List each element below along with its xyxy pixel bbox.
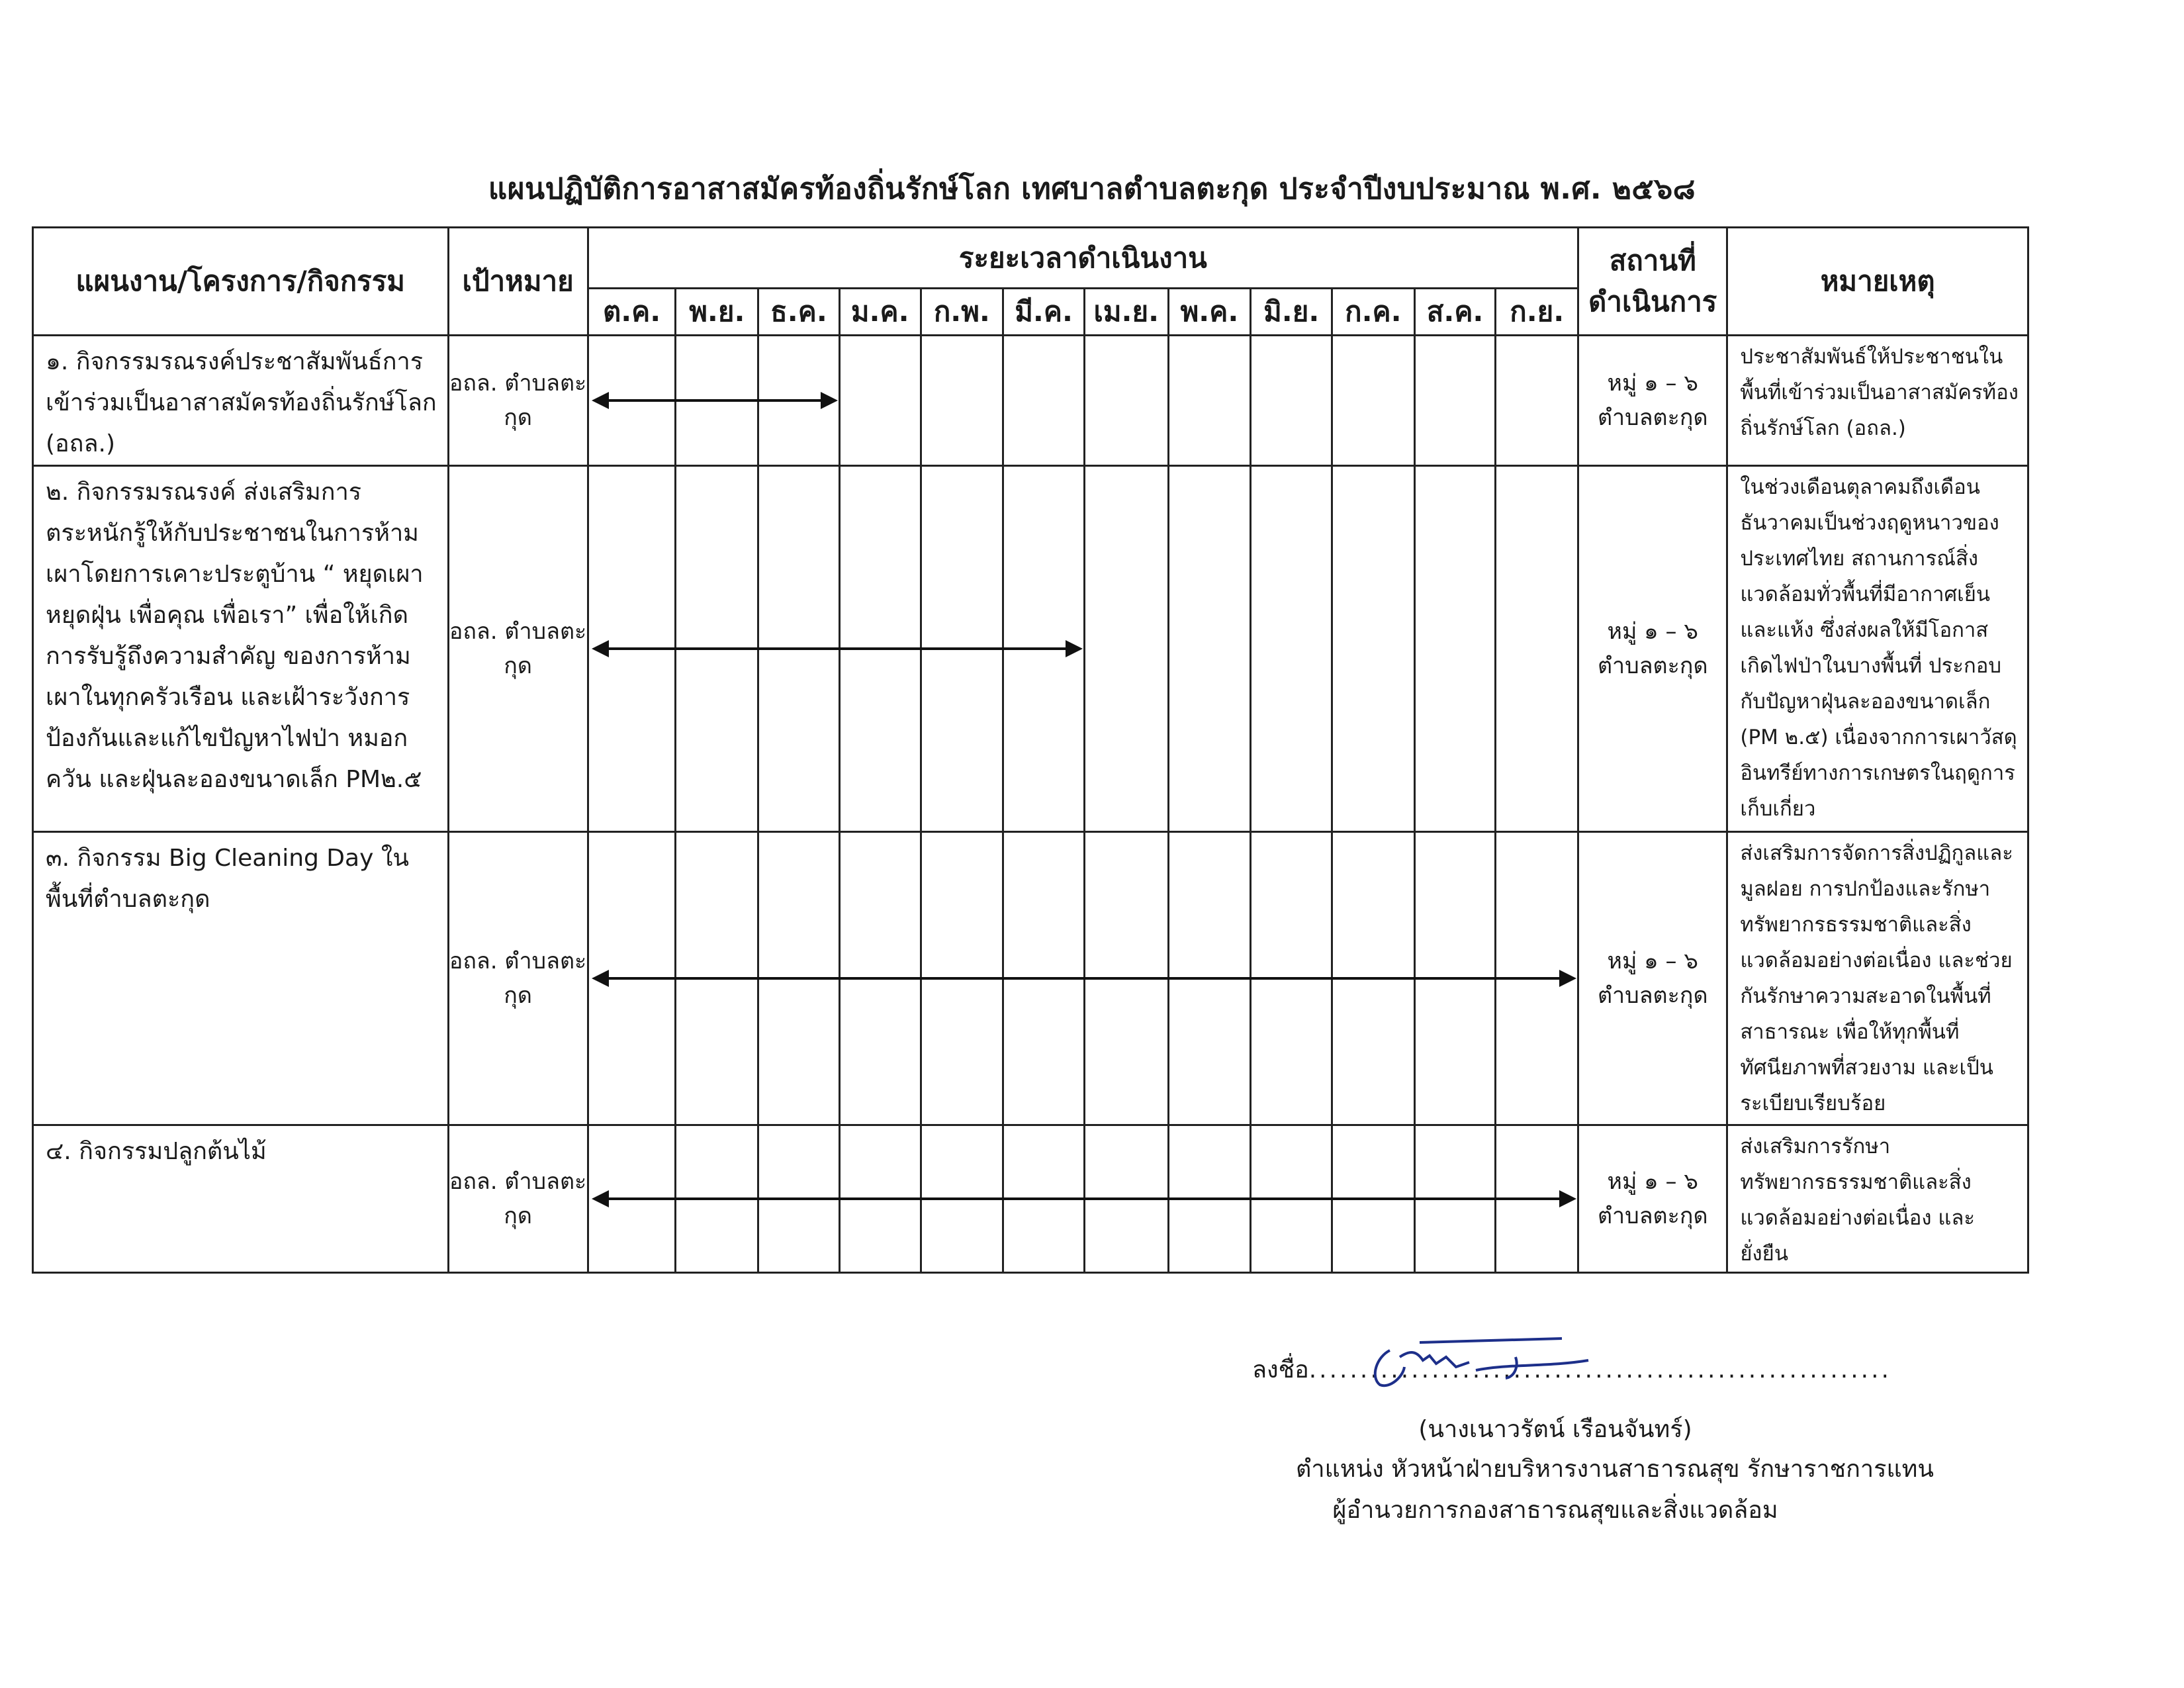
header-plan: แผนงาน/โครงการ/กิจกรรม bbox=[33, 228, 449, 336]
plan-activity: ๑. กิจกรรมรณรงค์ประชาสัมพันธ์การเข้าร่วมเป็นอาสาสมัครท้องถิ่นรักษ์โลก (อถล.) bbox=[33, 336, 449, 466]
action-plan-table bbox=[32, 226, 2029, 1274]
plan-target: อถล. ตำบลตะกุด bbox=[448, 336, 588, 466]
month-cell bbox=[1496, 336, 1578, 466]
month-cell bbox=[1084, 832, 1168, 1125]
plan-activity: ๔. กิจกรรมปลูกต้นไม้ bbox=[33, 1125, 449, 1273]
month-cell bbox=[839, 1125, 921, 1273]
plan-target: อถล. ตำบลตะกุด bbox=[448, 466, 588, 832]
month-cell bbox=[588, 466, 676, 832]
plan-row bbox=[33, 832, 2028, 1125]
month-cell bbox=[921, 1125, 1003, 1273]
plan-target: อถล. ตำบลตะกุด bbox=[448, 1125, 588, 1273]
plan-note: ส่งเสริมการจัดการสิ่งปฏิกูลและมูลฝอย การปกป้องและรักษาทรัพยากรธรรมชาติและสิ่งแวดล้อมอย่างต่อเนื่อง และช่วยกันรักษาความสะอาดในพื้นที่สาธารณะ เพื่อให้ทุกพื้นที่ทัศนียภาพที่สวยงาม และเป็นระเบียบเรียบร้อย bbox=[1727, 832, 2028, 1125]
month-cell bbox=[1168, 1125, 1251, 1273]
signature-line: ลงชื่อ......................................................... bbox=[1252, 1356, 1891, 1383]
month-cell bbox=[1003, 1125, 1085, 1273]
month-cell bbox=[1168, 336, 1251, 466]
month-cell bbox=[758, 336, 840, 466]
month-header: ก.ย. bbox=[1496, 289, 1578, 336]
month-cell bbox=[1332, 832, 1415, 1125]
month-header: ม.ค. bbox=[839, 289, 921, 336]
plan-note: ประชาสัมพันธ์ให้ประชาชนในพื้นที่เข้าร่วมเป็นอาสาสมัครท้องถิ่นรักษ์โลก (อถล.) bbox=[1727, 336, 2028, 466]
month-cell bbox=[1084, 336, 1168, 466]
month-cell bbox=[1251, 832, 1332, 1125]
month-cell bbox=[676, 1125, 758, 1273]
month-cell bbox=[1251, 336, 1332, 466]
page-title: แผนปฏิบัติการอาสาสมัครท้องถิ่นรักษ์โลก เทศบาลตำบลตะกุด ประจำปีงบประมาณ พ.ศ. ๒๕๖๘ bbox=[488, 172, 1696, 206]
signer-position: ตำแหน่ง หัวหน้าฝ่ายบริหารงานสาธารณสุข รักษาราชการแทน bbox=[1295, 1456, 1934, 1483]
plan-location: หมู่ ๑ – ๖ ตำบลตะกุด bbox=[1578, 466, 1727, 832]
header-note: หมายเหตุ bbox=[1727, 228, 2028, 336]
month-cell bbox=[1496, 1125, 1578, 1273]
month-cell bbox=[1414, 466, 1496, 832]
month-cell bbox=[1003, 832, 1085, 1125]
header-period: ระยะเวลาดำเนินงาน bbox=[588, 228, 1578, 289]
month-cell bbox=[758, 832, 840, 1125]
month-cell bbox=[676, 466, 758, 832]
month-cell bbox=[921, 336, 1003, 466]
month-cell bbox=[1496, 466, 1578, 832]
month-cell bbox=[588, 336, 676, 466]
month-cell bbox=[1414, 336, 1496, 466]
month-cell bbox=[921, 466, 1003, 832]
month-cell bbox=[588, 1125, 676, 1273]
month-cell bbox=[758, 1125, 840, 1273]
month-header: พ.ค. bbox=[1168, 289, 1251, 336]
month-cell bbox=[839, 336, 921, 466]
signer-position-2: ผู้อำนวยการกองสาธารณสุขและสิ่งแวดล้อม bbox=[1332, 1497, 1778, 1524]
plan-row bbox=[33, 466, 2028, 832]
month-cell bbox=[1084, 466, 1168, 832]
month-cell bbox=[1332, 1125, 1415, 1273]
month-cell bbox=[1251, 1125, 1332, 1273]
plan-activity: ๓. กิจกรรม Big Cleaning Day ในพื้นที่ตำบลตะกุด bbox=[33, 832, 449, 1125]
plan-location: หมู่ ๑ – ๖ ตำบลตะกุด bbox=[1578, 832, 1727, 1125]
plan-activity: ๒. กิจกรรมรณรงค์ ส่งเสริมการตระหนักรู้ให้กับประชาชนในการห้ามเผาโดยการเคาะประตูบ้าน “ หยุดเผา หยุดฝุ่น เพื่อคุณ เพื่อเรา” เพื่อให้เกิดการรับรู้ถึงความสำคัญ ของการห้ามเผาในทุกครัวเรือน และเฝ้าระวังการป้องกันและแก้ไขปัญหาไฟป่า หมอกควัน และฝุ่นละอองขนาดเล็ก PM๒.๕ bbox=[33, 466, 449, 832]
month-cell bbox=[1003, 466, 1085, 832]
month-cell bbox=[676, 832, 758, 1125]
plan-row bbox=[33, 1125, 2028, 1273]
month-cell bbox=[1251, 466, 1332, 832]
header-location: สถานที่ ดำเนินการ bbox=[1578, 228, 1727, 336]
plan-row bbox=[33, 336, 2028, 466]
month-header: มี.ค. bbox=[1003, 289, 1085, 336]
month-cell bbox=[1003, 336, 1085, 466]
month-cell bbox=[1332, 336, 1415, 466]
header-target: เป้าหมาย bbox=[448, 228, 588, 336]
month-header: มิ.ย. bbox=[1251, 289, 1332, 336]
month-header: ก.พ. bbox=[921, 289, 1003, 336]
plan-location: หมู่ ๑ – ๖ ตำบลตะกุด bbox=[1578, 1125, 1727, 1273]
signature-label: ลงชื่อ bbox=[1252, 1356, 1309, 1383]
month-cell bbox=[1496, 832, 1578, 1125]
month-header: ส.ค. bbox=[1414, 289, 1496, 336]
plan-location: หมู่ ๑ – ๖ ตำบลตะกุด bbox=[1578, 336, 1727, 466]
month-cell bbox=[588, 832, 676, 1125]
month-cell bbox=[758, 466, 840, 832]
month-header: พ.ย. bbox=[676, 289, 758, 336]
month-header: ธ.ค. bbox=[758, 289, 840, 336]
month-cell bbox=[921, 832, 1003, 1125]
signature-image bbox=[1363, 1331, 1602, 1390]
plan-note: ในช่วงเดือนตุลาคมถึงเดือนธันวาคมเป็นช่วงฤดูหนาวของประเทศไทย สถานการณ์สิ่งแวดล้อมทั่วพื้นที่มีอากาศเย็นและแห้ง ซึ่งส่งผลให้มีโอกาสเกิดไฟป่าในบางพื้นที่ ประกอบกับปัญหาฝุ่นละอองขนาดเล็ก (PM ๒.๕) เนื่องจากการเผาวัสดุอินทรีย์ทางการเกษตรในฤดูการเก็บเกี่ยว bbox=[1727, 466, 2028, 832]
month-cell bbox=[676, 336, 758, 466]
month-cell bbox=[1414, 832, 1496, 1125]
signer-name: (นางเนาวรัตน์ เรือนจันทร์) bbox=[1418, 1416, 1692, 1443]
month-header: ก.ค. bbox=[1332, 289, 1415, 336]
plan-target: อถล. ตำบลตะกุด bbox=[448, 832, 588, 1125]
month-cell bbox=[1168, 466, 1251, 832]
month-cell bbox=[1332, 466, 1415, 832]
month-cell bbox=[1414, 1125, 1496, 1273]
month-cell bbox=[839, 832, 921, 1125]
month-cell bbox=[1168, 832, 1251, 1125]
plan-note: ส่งเสริมการรักษาทรัพยากรธรรมชาติและสิ่งแวดล้อมอย่างต่อเนื่อง และยั่งยืน bbox=[1727, 1125, 2028, 1273]
month-header: ต.ค. bbox=[588, 289, 676, 336]
month-header: เม.ย. bbox=[1084, 289, 1168, 336]
month-cell bbox=[839, 466, 921, 832]
month-cell bbox=[1084, 1125, 1168, 1273]
